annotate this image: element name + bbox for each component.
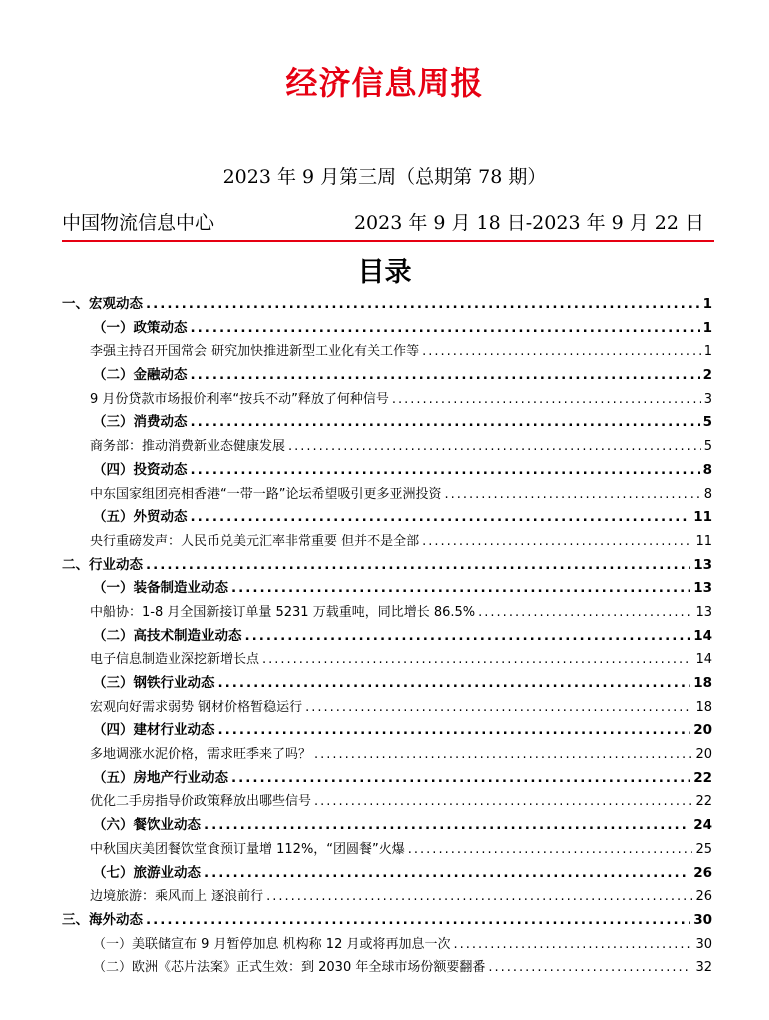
toc-entry-text: 中秋国庆美团餐饮堂食预订量增 112%，“团圆餐”火爆	[90, 841, 405, 857]
dot-leader	[266, 885, 692, 909]
toc-entry-text: （五）房地产行业动态	[93, 769, 228, 786]
toc-subsection[interactable]	[62, 862, 714, 886]
toc-entry-text: 9 月份贷款市场报价利率“按兵不动”释放了何种信号	[90, 391, 389, 407]
toc-page-number: 24	[693, 817, 712, 834]
toc-page-number: 26	[693, 864, 712, 881]
dot-leader	[146, 909, 690, 933]
toc-entry-text: 央行重磅发声：人民币兑美元汇率非常重要 但并不是全部	[90, 533, 420, 549]
toc-entry-text: （二）欧洲《芯片法案》正式生效：到 2030 年全球市场份额要翻番	[93, 960, 486, 976]
dot-leader	[191, 506, 691, 530]
dot-leader	[218, 672, 691, 696]
toc-page-number: 14	[693, 627, 712, 644]
toc-article[interactable]	[62, 340, 714, 364]
dot-leader	[191, 364, 700, 388]
toc-article[interactable]	[62, 388, 714, 412]
toc-page-number: 26	[695, 889, 712, 905]
toc-page-number: 20	[695, 747, 712, 763]
dot-leader	[288, 435, 701, 459]
toc-entry-text: （三）消费动态	[93, 414, 188, 431]
toc-article[interactable]	[62, 838, 714, 862]
toc-page-number: 1	[703, 344, 712, 360]
dot-leader	[422, 530, 692, 554]
toc-article[interactable]	[62, 956, 714, 980]
dot-leader	[231, 577, 690, 601]
dot-leader	[305, 696, 692, 720]
date-range: 2023 年 9 月 18 日-2023 年 9 月 22 日	[353, 212, 704, 234]
toc-entry-text: 中船协：1-8 月全国新接订单量 5231 万载重吨，同比增长 86.5%	[90, 604, 476, 620]
toc-section[interactable]	[62, 293, 714, 317]
issue-line: 2023 年 9 月第三周（总期第 78 期）	[222, 166, 547, 188]
toc-section[interactable]	[62, 554, 714, 578]
toc-entry-text: 宏观向好需求弱势 钢材价格暂稳运行	[90, 699, 303, 715]
toc-subsection[interactable]	[62, 317, 714, 341]
toc-page-number: 30	[693, 911, 712, 928]
toc-entry-text: （六）餐饮业动态	[93, 817, 201, 834]
toc-page-number: 1	[702, 296, 712, 312]
toc-subsection[interactable]	[62, 459, 714, 483]
toc-page-number: 13	[695, 604, 712, 620]
toc-entry-text: （四）投资动态	[93, 461, 188, 478]
toc-page-number: 22	[695, 794, 712, 810]
toc-article[interactable]	[62, 743, 714, 767]
toc-entry-text: （一）装备制造业动态	[93, 580, 228, 597]
toc-entry-text: （一）政策动态	[93, 319, 188, 336]
report-title: 经济信息周报	[285, 64, 484, 102]
toc-page-number: 8	[703, 486, 712, 502]
toc-article[interactable]	[62, 696, 714, 720]
toc-entry-text: 多地调涨水泥价格，需求旺季来了吗？	[90, 747, 312, 763]
toc-page-number: 18	[695, 699, 712, 715]
toc-page-number: 20	[693, 722, 712, 739]
toc-page-number: 5	[702, 414, 712, 431]
toc-subsection[interactable]	[62, 814, 714, 838]
toc-page-number: 8	[702, 461, 712, 478]
dot-leader	[146, 293, 700, 317]
toc-article[interactable]	[62, 435, 714, 459]
toc-article[interactable]	[62, 885, 714, 909]
toc-subsection[interactable]	[62, 577, 714, 601]
toc-section[interactable]	[62, 909, 714, 933]
toc-entry-text: 中东国家组团亮相香港“一带一路”论坛希望吸引更多亚洲投资	[90, 486, 442, 502]
toc-subsection[interactable]	[62, 625, 714, 649]
toc-article[interactable]	[62, 601, 714, 625]
toc-entry-text: 电子信息制造业深挖新增长点	[90, 652, 260, 668]
toc-entry-text: （一）美联储宣布 9 月暂停加息 机构称 12 月或将再加息一次	[93, 936, 451, 952]
toc-page-number: 14	[695, 652, 712, 668]
toc-subsection[interactable]	[62, 672, 714, 696]
toc-page-number: 18	[693, 675, 712, 691]
toc-article[interactable]	[62, 483, 714, 507]
header-divider	[62, 240, 714, 242]
toc-article[interactable]	[62, 648, 714, 672]
dot-leader	[422, 340, 701, 364]
toc-entry-text: （五）外贸动态	[93, 509, 188, 526]
toc-entry-text: （四）建材行业动态	[93, 722, 215, 739]
dot-leader	[231, 767, 690, 791]
dot-leader	[204, 862, 690, 886]
dot-leader	[191, 459, 700, 483]
dot-leader	[488, 956, 692, 980]
publisher-name: 中国物流信息中心	[62, 212, 215, 234]
meta-line	[62, 208, 708, 236]
toc-article[interactable]	[62, 933, 714, 957]
toc-page-number: 25	[695, 841, 712, 857]
dot-leader	[408, 838, 693, 862]
dot-leader	[314, 743, 692, 767]
toc-page-number: 22	[693, 769, 712, 786]
toc-subsection[interactable]	[62, 506, 714, 530]
dot-leader	[444, 483, 700, 507]
toc-entry-text: 优化二手房指导价政策释放出哪些信号	[90, 794, 312, 810]
toc-entry-text: 商务部：推动消费新业态健康发展	[90, 439, 286, 455]
toc-article[interactable]	[62, 530, 714, 554]
dot-leader	[218, 719, 691, 743]
dot-leader	[262, 648, 692, 672]
toc-page-number: 3	[703, 391, 712, 407]
toc-subsection[interactable]	[62, 364, 714, 388]
toc-subsection[interactable]	[62, 767, 714, 791]
toc-entry-text: 李强主持召开国常会 研究加快推进新型工业化有关工作等	[90, 344, 420, 360]
toc-page-number: 11	[693, 509, 712, 526]
toc-entry-text: （二）金融动态	[93, 367, 188, 384]
toc-entry-text: 三、海外动态	[62, 911, 143, 928]
toc-subsection[interactable]	[62, 719, 714, 743]
toc-page-number: 11	[695, 533, 712, 549]
dot-leader	[146, 554, 690, 578]
toc-heading: 目录	[357, 257, 412, 288]
toc-entry-text: （七）旅游业动态	[93, 864, 201, 881]
toc-page-number: 1	[702, 319, 712, 336]
toc-entry-text: （三）钢铁行业动态	[93, 675, 215, 691]
toc-page-number: 13	[693, 580, 712, 597]
dot-leader	[478, 601, 692, 625]
dot-leader	[204, 814, 690, 838]
dot-leader	[392, 388, 701, 412]
toc-page-number: 13	[693, 556, 712, 573]
toc-page-number: 5	[703, 439, 712, 455]
dot-leader	[191, 411, 700, 435]
toc-page-number: 2	[702, 367, 712, 384]
toc-entry-text: （二）高技术制造业动态	[93, 627, 242, 644]
table-of-contents	[62, 293, 714, 980]
toc-entry-text: 二、行业动态	[62, 556, 143, 573]
toc-entry-text: 一、宏观动态	[62, 296, 143, 312]
dot-leader	[314, 790, 692, 814]
dot-leader	[191, 317, 700, 341]
toc-page-number: 30	[695, 936, 712, 952]
dot-leader	[453, 933, 692, 957]
toc-page-number: 32	[695, 960, 712, 976]
toc-entry-text: 边境旅游：乘风而上 逐浪前行	[90, 889, 264, 905]
toc-article[interactable]	[62, 790, 714, 814]
toc-subsection[interactable]	[62, 411, 714, 435]
dot-leader	[245, 625, 691, 649]
